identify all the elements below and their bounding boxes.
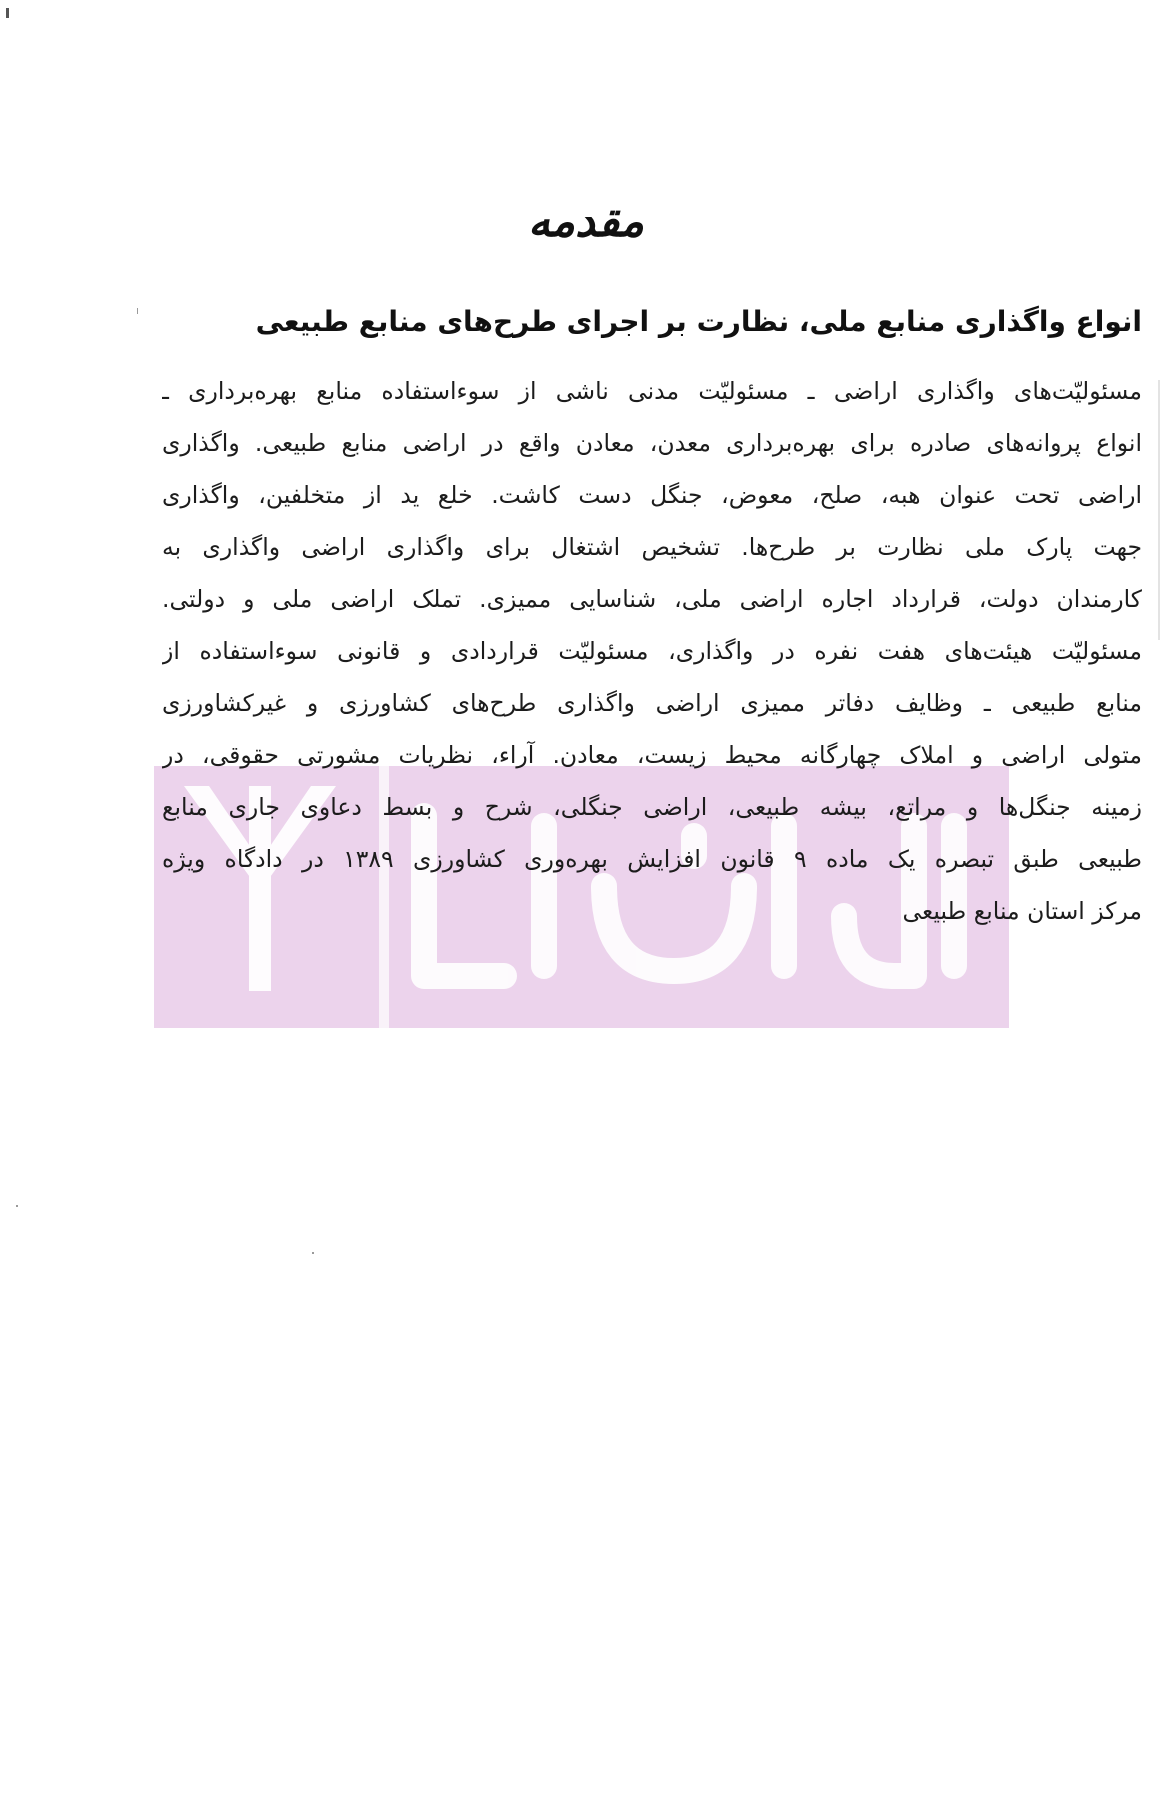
body-paragraph (162, 365, 1142, 937)
paragraph-line: مسئولیّت‌های واگذاری اراضی ـ مسئولیّت مدنی ناشی از سوءاستفاده منابع بهره‌برداری ـ (162, 377, 1142, 405)
paragraph-line: کارمندان دولت، قرارداد اجاره اراضی ملی، شناسایی ممیزی. تملک اراضی ملی و دولتی. (162, 585, 1142, 613)
paragraph-line: منابع طبیعی ـ وظایف دفاتر ممیزی اراضی واگذاری طرح‌های کشاورزی و غیرکشاورزی (162, 689, 1142, 717)
scan-speck (16, 1205, 18, 1207)
paragraph-line: انواع پروانه‌های صادره برای بهره‌برداری معدن، معادن واقع در اراضی منابع طبیعی. واگذاری (162, 429, 1142, 457)
paragraph-line: طبیعی طبق تبصره یک ماده ۹ قانون افزایش بهره‌وری کشاورزی ۱۳۸۹ در دادگاه ویژه (162, 845, 1142, 873)
paragraph-line-last: مرکز استان منابع طبیعی (902, 897, 1142, 925)
page-title: مقدمه (527, 196, 645, 247)
paragraph-line: اراضی تحت عنوان هبه، صلح، معوض، جنگل دست کاشت. خلع ید از متخلفین، واگذاری (162, 481, 1142, 509)
scan-speck (312, 1252, 314, 1254)
section-heading: انواع واگذاری منابع ملی، نظارت بر اجرای طرح‌های منابع طبیعی (255, 305, 1142, 338)
paragraph-line: مسئولیّت هیئت‌های هفت نفره در واگذاری، مسئولیّت قراردادی و قانونی سوءاستفاده از (162, 637, 1142, 665)
scan-speck (6, 8, 9, 18)
paragraph-line: زمینه جنگل‌ها و مراتع، بیشه طبیعی، اراضی جنگلی، شرح و بسط دعاوی جاری منابع (162, 793, 1142, 821)
paragraph-line: جهت پارک ملی نظارت بر طرح‌ها. تشخیص اشتغال برای واگذاری اراضی واگذاری به (162, 533, 1142, 561)
scan-speck (137, 308, 138, 314)
scan-edge-line (1158, 380, 1160, 640)
paragraph-line: متولی اراضی و املاک چهارگانه محیط زیست، معادن. آراء، نظریات مشورتی حقوقی، در (162, 741, 1142, 769)
